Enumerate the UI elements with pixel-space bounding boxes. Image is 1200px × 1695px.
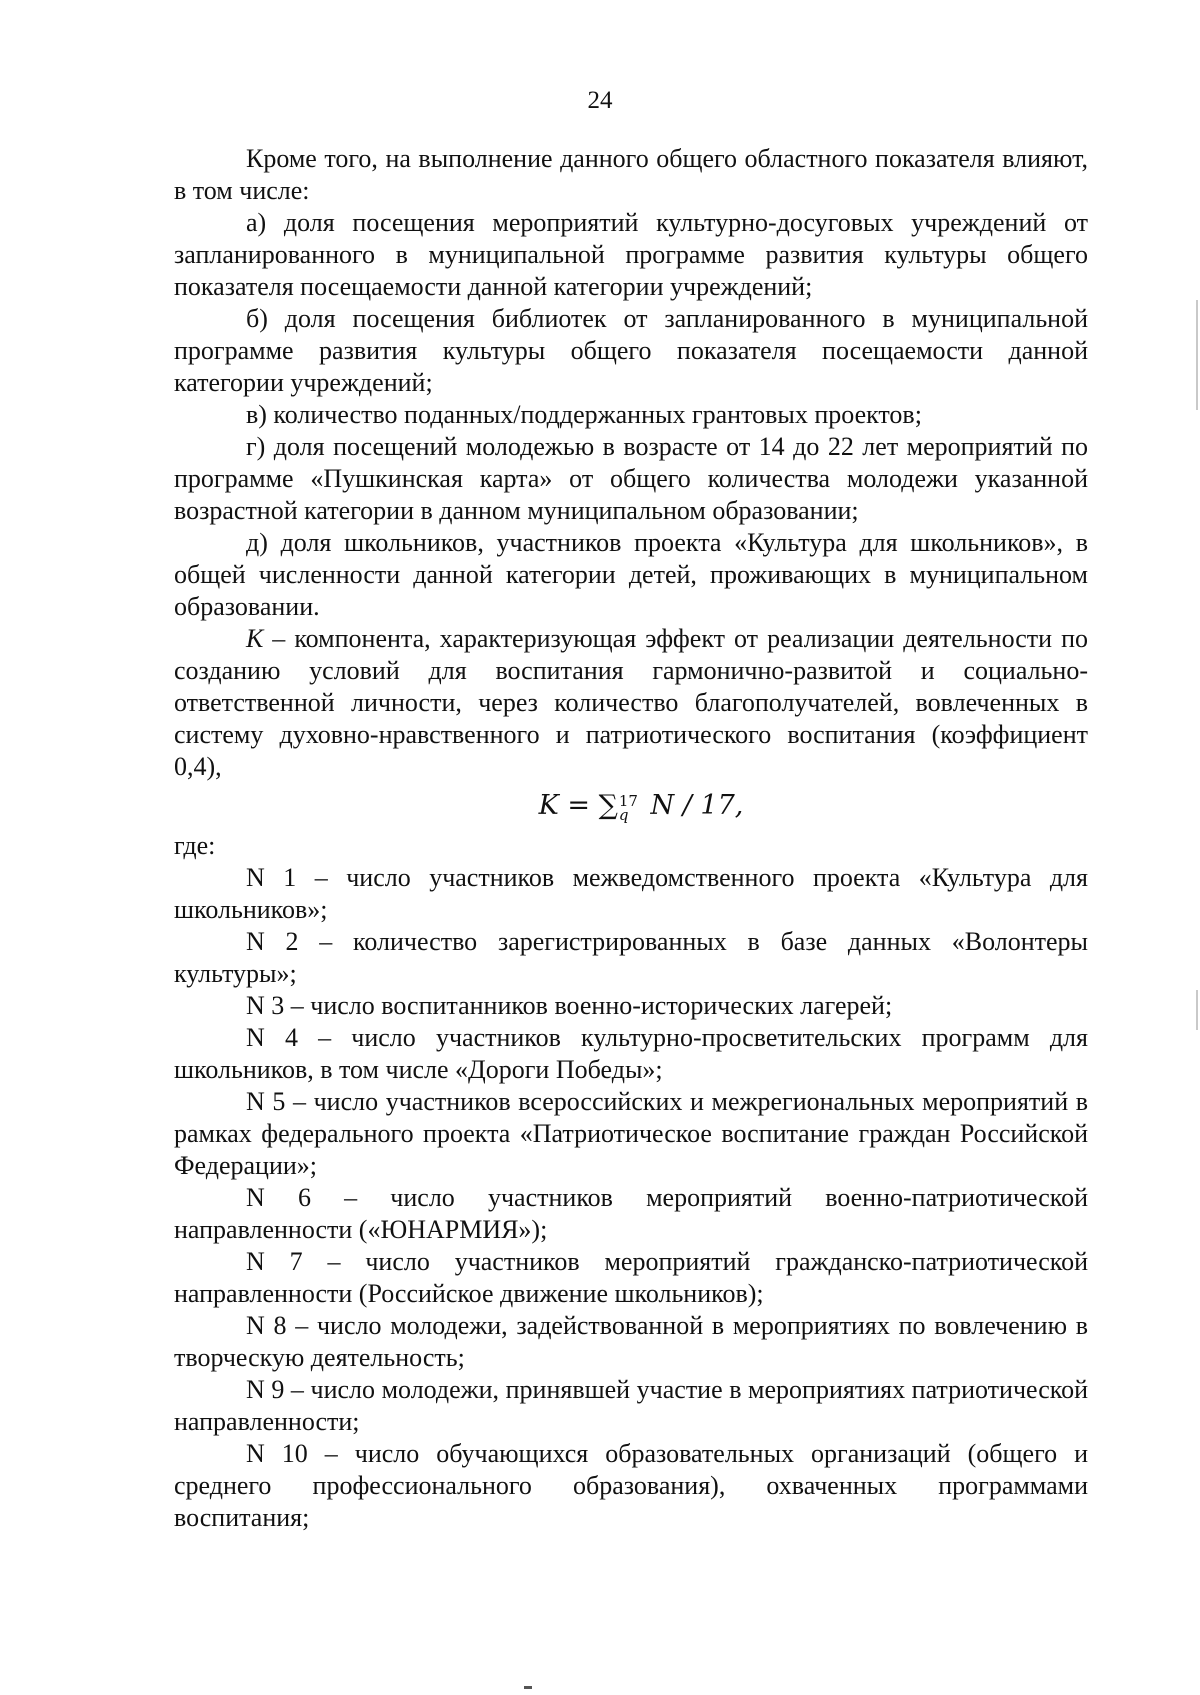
formula-body: N / 17, bbox=[641, 790, 744, 821]
formula-lower-limit: q bbox=[618, 805, 629, 824]
formula-sum-sign: ∑ bbox=[598, 790, 618, 821]
n-item-2: N 2 – количество зарегистрированных в базе данных «Волонтеры культуры»; bbox=[174, 927, 1088, 988]
k-symbol: К bbox=[246, 624, 264, 653]
paragraph-item-a: а) доля посещения мероприятий культурно-досуговых учреждений от запланированного в муниципальной программе развития культуры общего показателя посещаемости данной категории учреждений; bbox=[174, 208, 1088, 301]
formula-equals: = bbox=[558, 790, 599, 821]
n-item-9: N 9 – число молодежи, принявшей участие в мероприятиях патриотической направленности; bbox=[174, 1375, 1088, 1436]
formula-limits bbox=[618, 791, 638, 824]
scan-bottom-mark bbox=[524, 1686, 532, 1689]
paragraph-item-g: г) доля посещений молодежью в возрасте от 14 до 22 лет мероприятий по программе «Пушкинская карта» от общего количества молодежи указанной возрастной категории в данном муниципальном образовании; bbox=[174, 432, 1088, 525]
scan-edge-mark bbox=[1196, 300, 1198, 410]
n-item-10: N 10 – число обучающихся образовательных организаций (общего и среднего профессионального образования), охваченных программами воспитания; bbox=[174, 1439, 1088, 1532]
n-item-4: N 4 – число участников культурно-просветительских программ для школьников, в том числе «Дороги Победы»; bbox=[174, 1023, 1088, 1084]
scan-edge-mark bbox=[1196, 990, 1198, 1030]
paragraph-item-v: в) количество поданных/поддержанных грантовых проектов; bbox=[246, 400, 922, 429]
k-formula bbox=[174, 787, 1088, 824]
n-item-3: N 3 – число воспитанников военно-исторических лагерей; bbox=[246, 991, 893, 1020]
n-item-8: N 8 – число молодежи, задействованной в мероприятиях по вовлечению в творческую деятельность; bbox=[174, 1311, 1088, 1372]
k-definition-text: – компонента, характеризующая эффект от реализации деятельности по созданию условий для воспитания гармонично-развитой и социально-ответственной личности, через количество благополучателей, вовлеченных в систему духовно-нравственного и патриотического воспитания (коэффициент 0,4), bbox=[174, 624, 1088, 781]
n-item-1: N 1 – число участников межведомственного проекта «Культура для школьников»; bbox=[174, 863, 1088, 924]
where-label: где: bbox=[174, 831, 216, 860]
n-item-7: N 7 – число участников мероприятий гражданско-патриотической направленности (Российское движение школьников); bbox=[174, 1247, 1088, 1308]
document-body bbox=[174, 143, 1088, 1534]
page-number: 24 bbox=[587, 87, 613, 114]
paragraph-intro: Кроме того, на выполнение данного общего областного показателя влияют, в том числе: bbox=[174, 144, 1088, 205]
formula-lhs: K bbox=[538, 790, 559, 821]
n-item-6: N 6 – число участников мероприятий военно-патриотической направленности («ЮНАРМИЯ»); bbox=[174, 1183, 1088, 1244]
paragraph-item-b: б) доля посещения библиотек от запланированного в муниципальной программе развития культуры общего показателя посещаемости данной категории учреждений; bbox=[174, 304, 1088, 397]
paragraph-k-definition bbox=[174, 623, 1088, 783]
n-item-5: N 5 – число участников всероссийских и межрегиональных мероприятий в рамках федерального проекта «Патриотическое воспитание граждан Российской Федерации»; bbox=[174, 1087, 1088, 1180]
paragraph-item-d: д) доля школьников, участников проекта «Культура для школьников», в общей численности данной категории детей, проживающих в муниципальном образовании. bbox=[174, 528, 1088, 621]
formula-upper-limit: 17 bbox=[618, 791, 638, 810]
